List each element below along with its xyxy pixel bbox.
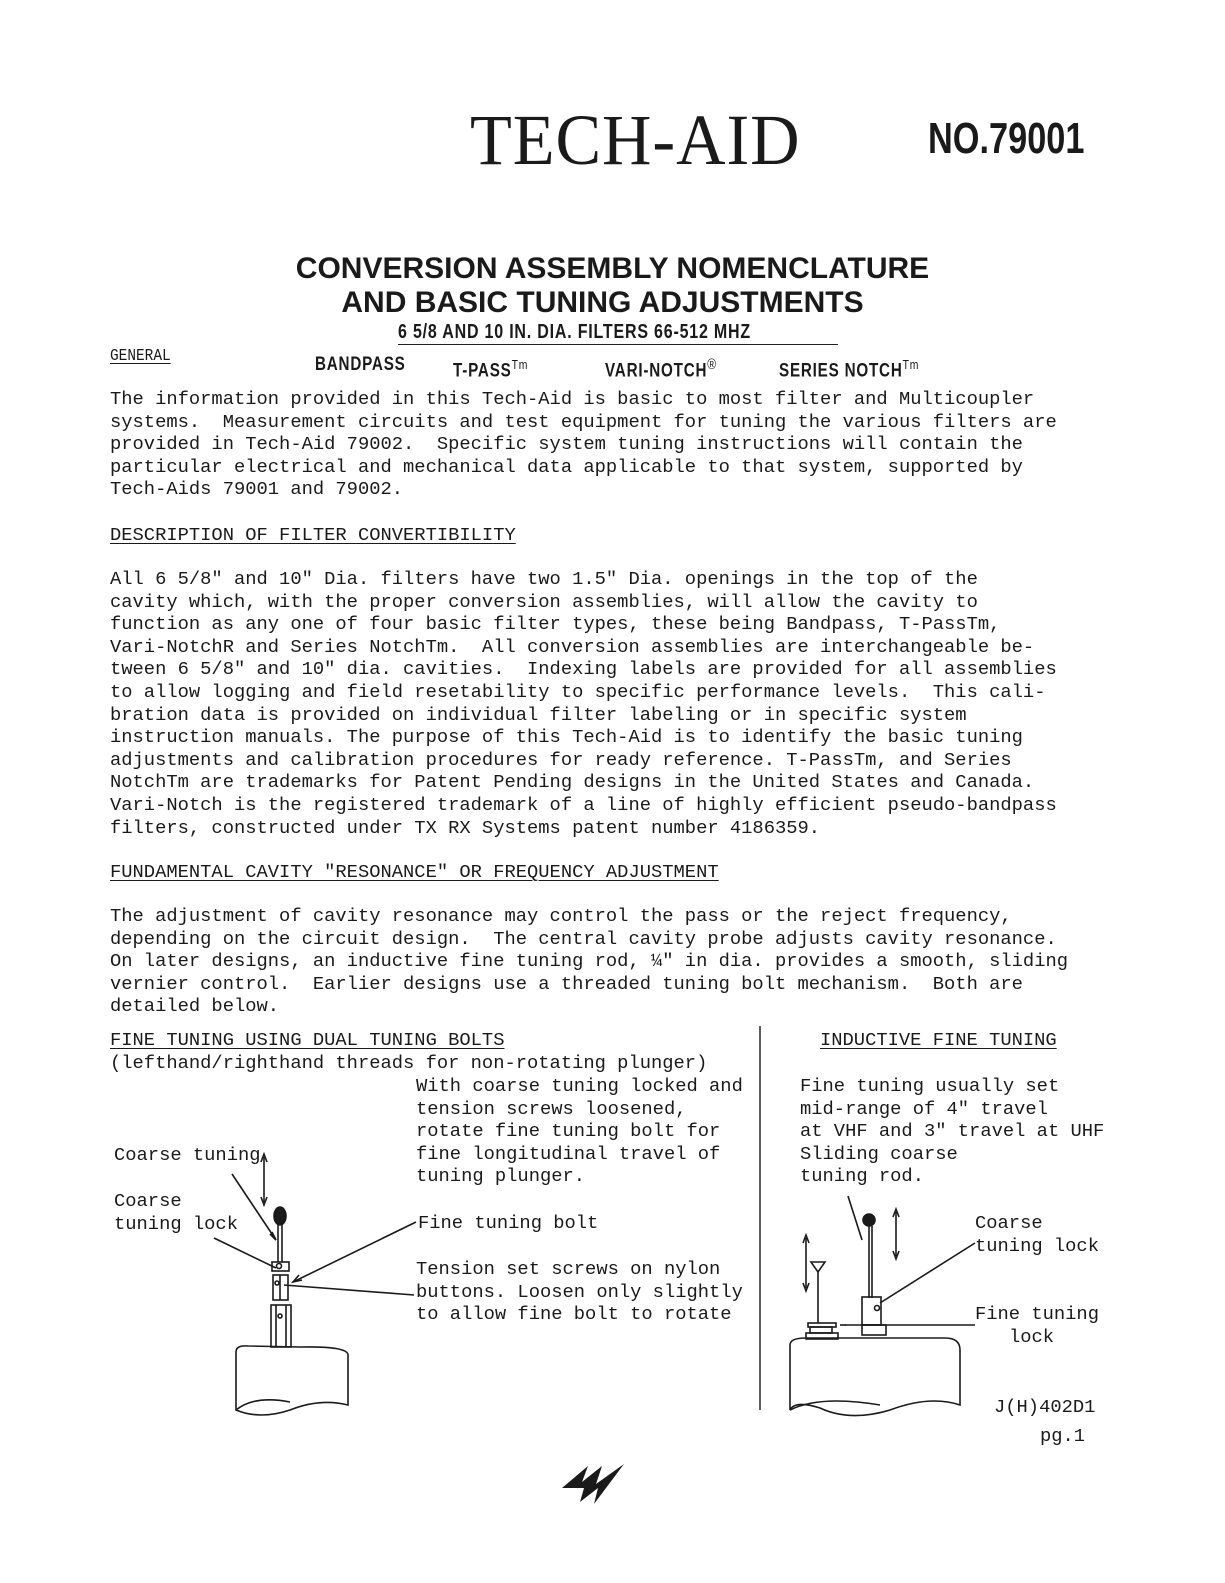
text-line: tween 6 5/8" and 10" dia. cavities. Indexing labels are provided for all assemblies <box>110 658 1057 681</box>
text-line: Tension set screws on nylon <box>416 1258 721 1280</box>
heading-line2: AND BASIC TUNING ADJUSTMENTS <box>341 286 864 319</box>
text-line: to allow fine bolt to rotate <box>416 1303 732 1326</box>
text-line: provided in Tech-Aid 79002. Specific system tuning instructions will contain the <box>110 433 1023 456</box>
section-label-general: GENERAL <box>110 347 171 366</box>
section-label-resonance: FUNDAMENTAL CAVITY "RESONANCE" OR FREQUENCY ADJUSTMENT <box>110 861 719 883</box>
text-line: bration data is provided on individual filter labeling or in specific system <box>110 703 967 726</box>
callout-fine-tuning-bolt: Fine tuning bolt <box>418 1212 599 1234</box>
text-line: at VHF and 3" travel at UHF <box>800 1120 1105 1143</box>
text-line: instruction manuals. The purpose of this Tech-Aid is to identify the basic tuning <box>110 726 1023 749</box>
text-line: Fine tuning usually set <box>800 1075 1060 1097</box>
text-line: fine longitudinal travel of <box>416 1142 721 1165</box>
company-logo <box>560 1462 630 1507</box>
text-line: Sliding coarse <box>800 1142 958 1165</box>
section-label-dual-bolts: FINE TUNING USING DUAL TUNING BOLTS <box>110 1029 505 1051</box>
text-line: vernier control. Earlier designs use a threaded tuning bolt mechanism. Both are <box>110 972 1023 995</box>
text-line: The adjustment of cavity resonance may control the pass or the reject frequency, <box>110 905 1012 927</box>
text-line: NotchTm are trademarks for Patent Pending designs in the United States and Canada. <box>110 771 1035 794</box>
text-line: tuning lock <box>114 1212 238 1235</box>
text-line: Vari-NotchR and Series NotchTm. All conversion assemblies are interchangeable be- <box>110 635 1035 658</box>
text-line: adjustments and calibration procedures for ready reference. T-PassTm, and Series <box>110 748 1012 771</box>
type-tpass: $T-PASS^{Tm}$ <box>453 357 529 382</box>
text-line: tuning rod. <box>800 1165 924 1188</box>
doc-number: NO.79001 <box>928 114 1085 163</box>
text-line: systems. Measurement circuits and test equipment for tuning the various filters are <box>110 410 1057 433</box>
text-line: tuning plunger. <box>416 1165 586 1188</box>
callout-coarse-tuning: Coarse tuning <box>114 1144 261 1166</box>
text-line: filters, constructed under TX RX Systems patent number 4186359. <box>110 816 821 839</box>
text-line: On later designs, an inductive fine tuning rod, ¼" in dia. provides a smooth, sliding <box>110 950 1068 973</box>
text-line: tension screws loosened, <box>416 1097 687 1120</box>
type-seriesnotch: SERIES $NOTCH^{Tm}$ <box>779 357 920 382</box>
text-line: rotate fine tuning bolt for <box>416 1120 721 1143</box>
text-line: depending on the circuit design. The central cavity probe adjusts cavity resonance. <box>110 927 1057 950</box>
type-bandpass: BANDPASS <box>315 354 406 375</box>
text-line: mid-range of 4" travel <box>800 1097 1048 1120</box>
type-varinotch: VARI-NOTCH® <box>605 356 717 382</box>
page-number: pg.1 <box>1040 1425 1086 1447</box>
text-line: function as any one of four basic filter types, these being Bandpass, T-PassTm, <box>110 613 1001 636</box>
text-line: Vari-Notch is the registered trademark of a line of highly efficient pseudo-bandpass <box>110 793 1057 816</box>
dual-bolts-subtitle: (lefthand/righthand threads for non-rotating plunger) <box>110 1052 708 1074</box>
text-line: All 6 5/8" and 10" Dia. filters have two 1.5" Dia. openings in the top of the <box>110 568 978 590</box>
text-line: cavity which, with the proper conversion assemblies, will allow the cavity to <box>110 590 978 613</box>
text-line: The information provided in this Tech-Aid is basic to most filter and Multicoupler <box>110 388 1035 410</box>
text-line: buttons. Loosen only slightly <box>416 1280 743 1303</box>
section-label-convertibility: DESCRIPTION OF FILTER CONVERTIBILITY <box>110 524 516 546</box>
text-line: Coarse <box>975 1212 1043 1234</box>
text-line: particular electrical and mechanical data applicable to that system, supported by <box>110 455 1023 478</box>
text-line: tuning lock <box>975 1234 1099 1257</box>
text-line: With coarse tuning locked and <box>416 1075 743 1097</box>
heading-line3: 6 5/8 AND 10 IN. DIA. FILTERS 66-512 MHZ <box>398 321 751 343</box>
text-line: to allow logging and field resetability to specific performance levels. This cali- <box>110 680 1046 703</box>
text-line: Fine tuning <box>975 1303 1099 1325</box>
text-line: detailed below. <box>110 995 280 1018</box>
text-line: lock <box>1009 1325 1055 1348</box>
text-line: Coarse <box>114 1190 182 1212</box>
heading-line1: CONVERSION ASSEMBLY NOMENCLATURE <box>295 252 930 285</box>
section-label-inductive: INDUCTIVE FINE TUNING <box>820 1029 1057 1051</box>
doc-title: TECH-AID <box>470 100 801 180</box>
document-code: J(H)402D1 <box>994 1396 1096 1418</box>
text-line: Tech-Aids 79001 and 79002. <box>110 478 404 501</box>
